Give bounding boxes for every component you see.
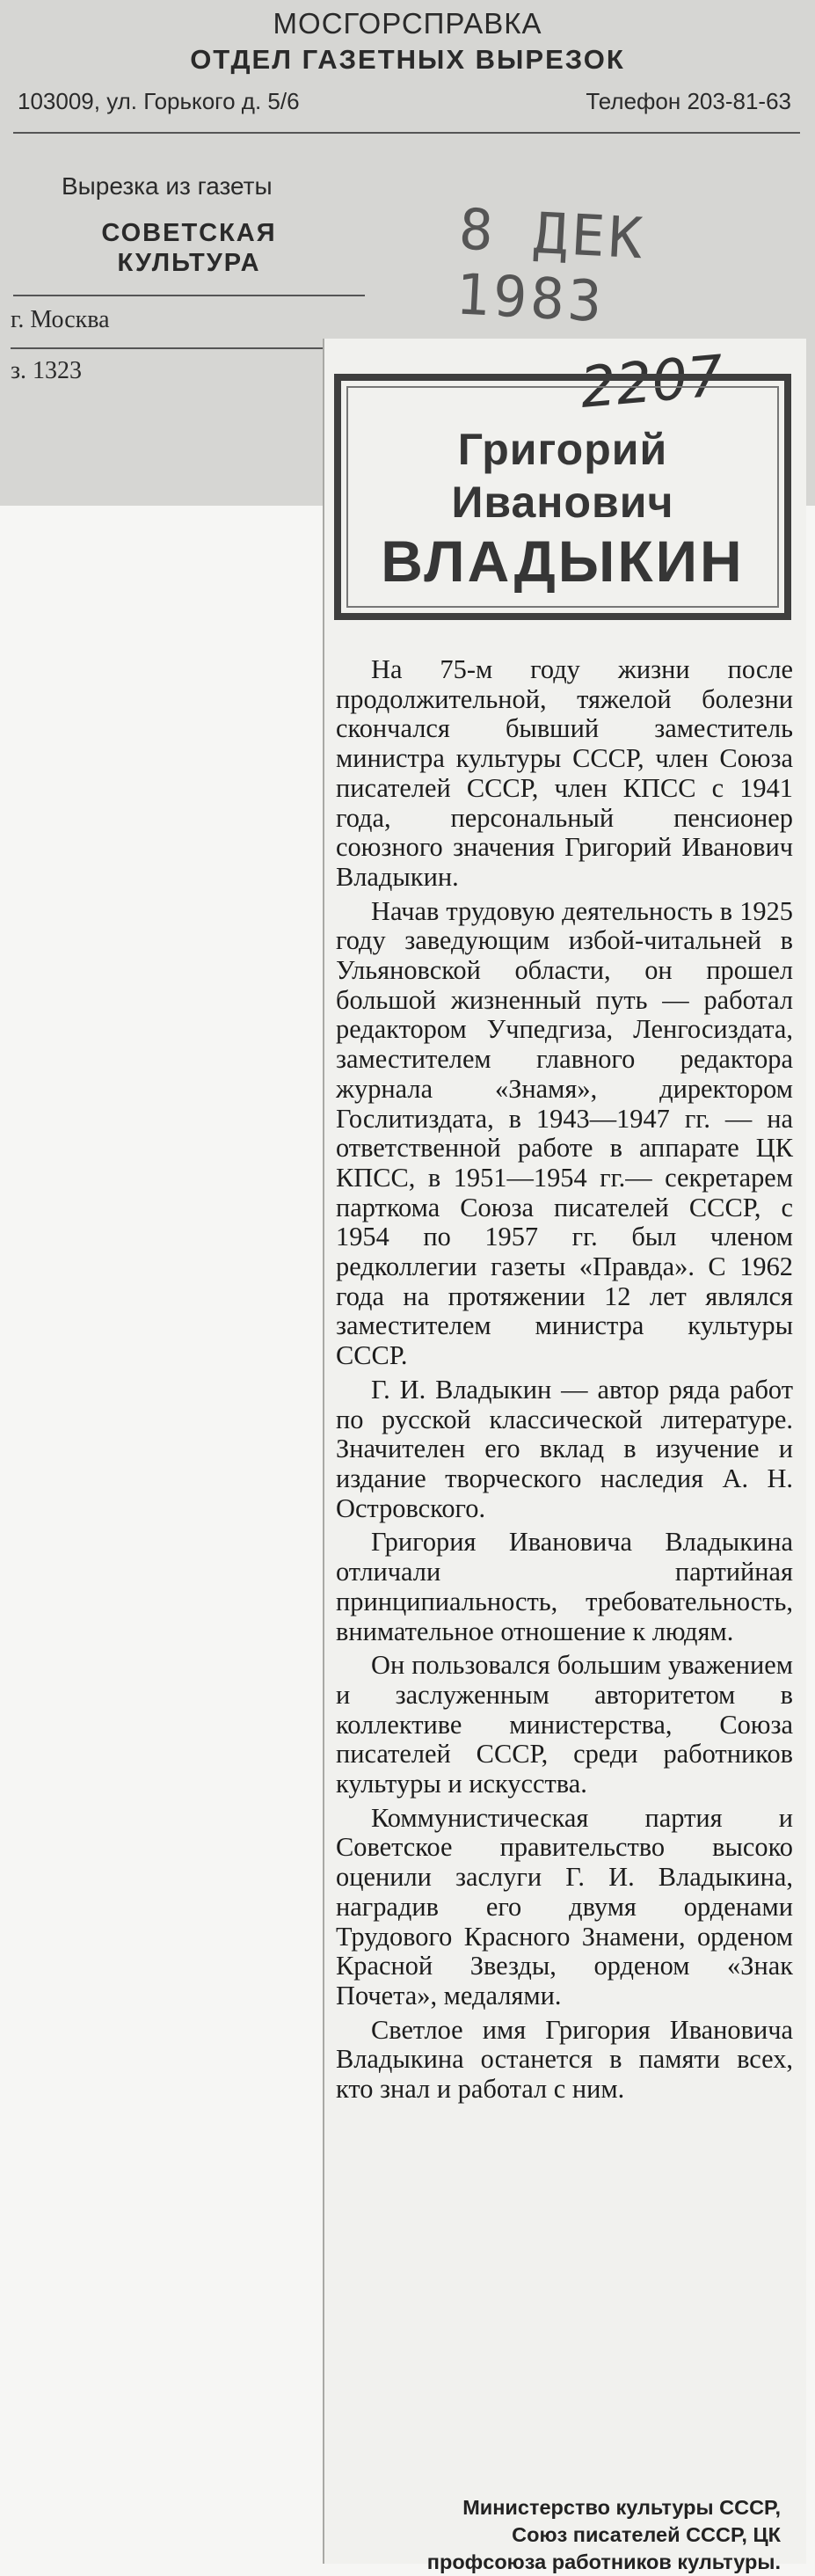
city: г. Москва [11,306,110,333]
divider [13,295,365,296]
obituary-title-box [334,374,791,620]
divider [13,132,800,134]
divider [11,347,327,349]
paragraph: Григория Ивановича Владыкина отличали партийная принципиальность, требовательность, внимательное отношение к людям. [336,1527,793,1646]
title-inner-frame [346,386,779,608]
paragraph: Светлое имя Григория Ивановича Владыкина останется в памяти всех, кто знал и работал с ним. [336,2014,793,2105]
stub-header [0,7,815,76]
paragraph: Коммунистическая партия и Советское правительство высоко оценили заслуги Г. И. Владыкина, наградив его двумя орденами Трудового Красного Знамени, орденом Красной Звезды, орденом «Знак Почета», медалями. [336,1802,793,2010]
signature: Министерство культуры СССР, Союз писателей СССР, ЦК профсоюза работников культуры. [426,2496,781,2573]
organization-name: МОСГОРСПРАВКА [273,7,542,40]
surname: ВЛАДЫКИН [381,529,745,594]
article-body [336,655,793,2105]
clipping-label: Вырезка из газеты [62,172,273,200]
paragraph: Он пользовался большим уважением и заслуженным авторитетом в коллективе министерства, Союза писателей СССР, среди работников культуры и искусства. [336,1650,793,1799]
paragraph: Г. И. Владыкин — автор ряда работ по русской классической литературе. Значителен его вклад в изучение и издание творческого наследия А. Н. Островского. [336,1374,793,1523]
phone: Телефон 203-81-63 [586,88,791,114]
address: 103009, ул. Горького д. 5/6 [18,88,300,114]
paragraph: Начав трудовую деятельность в 1925 году заведующим избой-читальней в Ульяновской области, он прошел большой жизненный путь — работал редактором Учпедгиза, Ленгосиздата, заместителем главного редактора журнала «Знамя», директором Гослитиздата, в 1943—1947 гг. — на ответственной работе в аппарате ЦК КПСС, в 1951—1954 гг.— секретарем парткома Союза писателей СССР, с 1954 по 1957 гг. был членом редколлегии газеты «Правда». С 1962 года на протяжении 12 лет являлся заместителем министра культуры СССР. [336,895,793,1371]
date-stamp: 8 ДЕК 1983 [454,197,648,336]
handwritten-number: 2207 [578,344,726,421]
department-name: ОТДЕЛ ГАЗЕТНЫХ ВЫРЕЗОК [190,44,625,75]
paragraph: На 75-м году жизни после продолжительной, тяжелой болезни скончался бывший заместитель министра культуры СССР, член Союза писателей СССР, член КПСС с 1941 года, персональный пенсионер союзного значения Григорий Иванович Владыкин. [336,654,793,892]
first-name: Григорий [457,425,668,474]
contact-row [18,88,791,115]
newspaper-name: СОВЕТСКАЯ КУЛЬТУРА [101,219,277,277]
patronymic: Иванович [451,478,674,527]
order-number: з. 1323 [11,357,83,384]
